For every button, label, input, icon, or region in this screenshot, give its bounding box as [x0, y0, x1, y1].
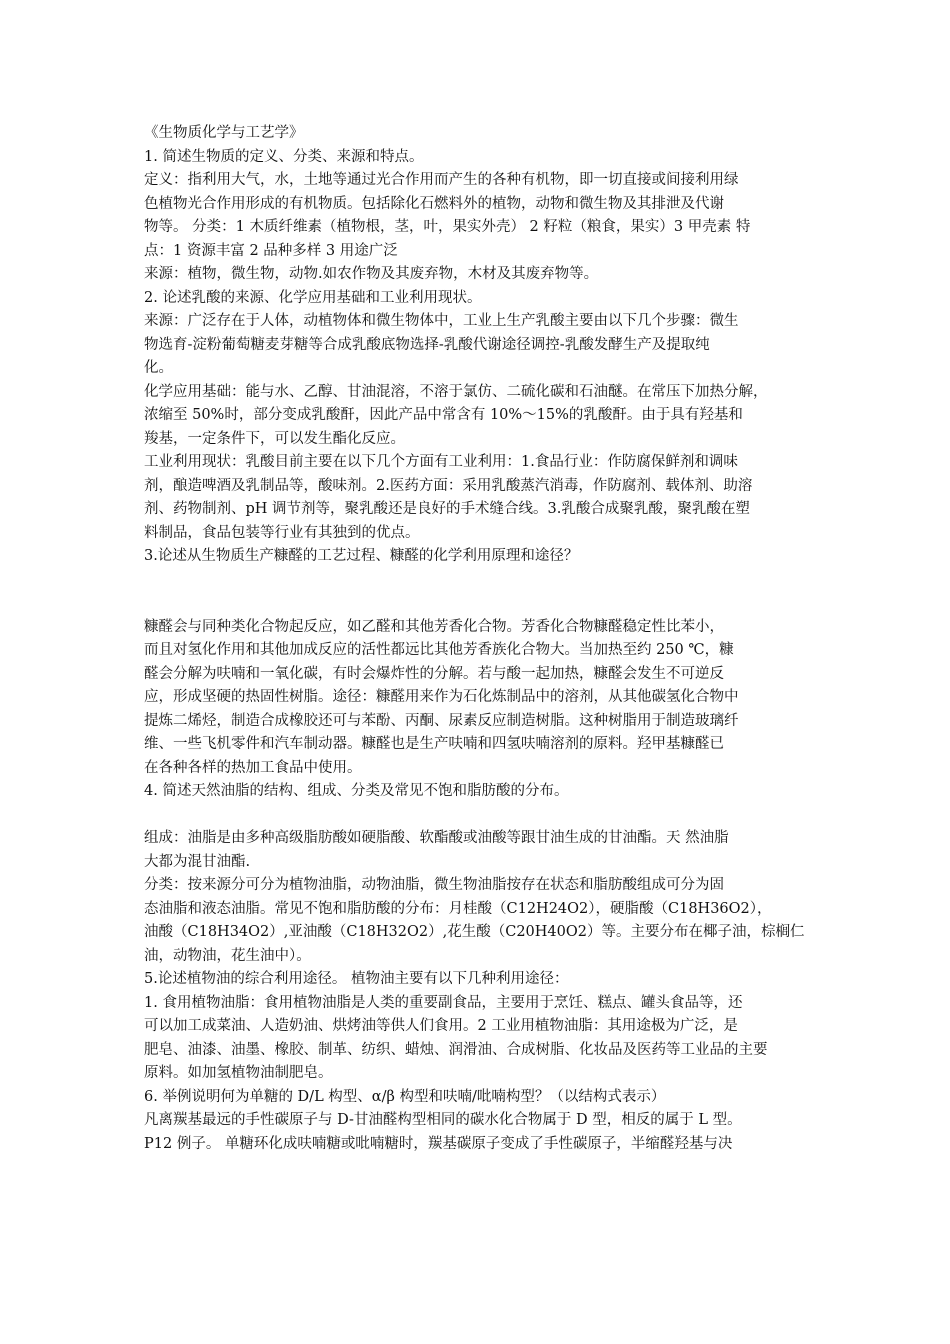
text-line: 态油脂和液态油脂。常见不饱和脂肪酸的分布：月桂酸（C12H24O2），硬脂酸（C18H36O2），: [144, 900, 772, 917]
text-line: 羧基，一定条件下，可以发生酯化反应。: [144, 430, 405, 447]
document-page: [144, 122, 816, 1156]
text-line: 而且对氢化作用和其他加成反应的活性都远比其他芳香族化合物大。当加热至约 250 ℃，糠: [144, 642, 734, 658]
text-line: 凡离羰基最远的手性碳原子与 D-甘油醛构型相同的碳水化合物属于 D 型，相反的属于 L 型。: [144, 1112, 742, 1128]
text-line: 料制品，食品包装等行业有其独到的优点。: [144, 524, 420, 541]
text-line: 分类：按来源分可分为植物油脂，动物油脂，微生物油脂按存在状态和脂肪酸组成可分为固: [144, 877, 724, 893]
text-line: 化学应用基础：能与水、乙醇、甘油混溶，不溶于氯仿、二硫化碳和石油醚。在常压下加热分解，: [144, 383, 768, 400]
text-line: 1. 简述生物质的定义、分类、来源和特点。: [144, 148, 424, 165]
text-line: 在各种各样的热加工食品中使用。: [144, 759, 362, 776]
blank-spacer: [144, 804, 816, 828]
text-line: 定义：指利用大气，水，土地等通过光合作用而产生的各种有机物，即一切直接或间接利用绿: [144, 172, 739, 188]
text-line: P12 例子。 单糖环化成呋喃糖或吡喃糖时，羰基碳原子变成了手性碳原子，半缩醛羟基与决: [144, 1135, 733, 1152]
text-line: 醛会分解为呋喃和一氧化碳，有时会爆炸性的分解。若与酸一起加热，糠醛会发生不可逆反: [144, 665, 724, 682]
text-line: 油，动物油，花生油中）。: [144, 947, 311, 964]
section-b: [144, 616, 816, 804]
text-line: 大都为混甘油酯.: [144, 853, 251, 870]
text-line: 2. 论述乳酸的来源、化学应用基础和工业利用现状。: [144, 289, 482, 306]
text-line: 3.论述从生物质生产糠醛的工艺过程、糠醛的化学利用原理和途径？: [144, 548, 579, 564]
text-line: 6. 举例说明何为单糖的 D/L 构型、α/β 构型和呋喃/吡喃构型？（以结构式表示）: [144, 1088, 666, 1105]
text-line: 5.论述植物油的综合利用途径。 植物油主要有以下几种利用途径：: [144, 971, 569, 987]
text-line: 来源：广泛存在于人体，动植物体和微生物体中，工业上生产乳酸主要由以下几个步骤：微生: [144, 313, 739, 329]
text-line: 工业利用现状：乳酸目前主要在以下几个方面有工业利用：1.食品行业：作防腐保鲜剂和调味: [144, 454, 738, 470]
text-line: 应，形成坚硬的热固性树脂。途径：糠醛用来作为石化炼制品中的溶剂，从其他碳氢化合物中: [144, 689, 739, 705]
text-line: 可以加工成菜油、人造奶油、烘烤油等供人们食用。2 工业用植物油脂：其用途极为广泛，是: [144, 1018, 738, 1034]
text-line: 组成：油脂是由多种高级脂肪酸如硬脂酸、软酯酸或油酸等跟甘油生成的甘油酯。天 然油脂: [144, 830, 729, 846]
document-title: 《生物质化学与工艺学》: [144, 125, 304, 141]
text-line: 提炼二烯烃，制造合成橡胶还可与苯酚、丙酮、尿素反应制造树脂。这种树脂用于制造玻璃纤: [144, 712, 739, 729]
text-line: 色植物光合作用形成的有机物质。包括除化石燃料外的植物，动物和微生物及其排泄及代谢: [144, 195, 724, 212]
text-line: 剂、药物制剂、pH 调节剂等，聚乳酸还是良好的手术缝合线。3.乳酸合成聚乳酸，聚乳酸在塑: [144, 501, 750, 517]
section-a: [144, 146, 816, 569]
text-line: 物等。 分类：1 木质纤维素（植物根，茎，叶，果实外壳） 2 籽粒（粮食，果实）3 甲壳素 特: [144, 219, 751, 235]
text-line: 来源：植物，微生物，动物.如农作物及其废弃物，木材及其废弃物等。: [144, 266, 599, 282]
text-line: 糠醛会与同种类化合物起反应，如乙醛和其他芳香化合物。芳香化合物糠醛稳定性比苯小，: [144, 618, 724, 635]
text-line: 浓缩至 50%时，部分变成乳酸酐，因此产品中常含有 10%～15%的乳酸酐。由于具有羟基和: [144, 407, 743, 423]
text-line: 4. 简述天然油脂的结构、组成、分类及常见不饱和脂肪酸的分布。: [144, 783, 569, 799]
text-line: 维、一些飞机零件和汽车制动器。糠醛也是生产呋喃和四氢呋喃溶剂的原料。羟甲基糠醛已: [144, 736, 724, 752]
text-line: 点：1 资源丰富 2 品种多样 3 用途广泛: [144, 242, 398, 259]
text-line: 化。: [144, 360, 173, 376]
text-line: 原料。如加氢植物油制肥皂。: [144, 1065, 333, 1081]
text-line: 1. 食用植物油脂：食用植物油脂是人类的重要副食品，主要用于烹饪、糕点、罐头食品等，还: [144, 994, 743, 1011]
text-line: 物选育-淀粉葡萄糖麦芽糖等合成乳酸底物选择-乳酸代谢途径调控-乳酸发酵生产及提取纯: [144, 336, 710, 353]
text-line: 肥皂、油漆、油墨、橡胶、制革、纺织、蜡烛、润滑油、合成树脂、化妆品及医药等工业品的主要: [144, 1041, 768, 1058]
blank-spacer: [144, 569, 816, 616]
text-line: 油酸（C18H34O2）,亚油酸（C18H32O2）,花生酸（C20H40O2）等。主要分布在椰子油，棕榈仁: [144, 924, 805, 940]
section-c: [144, 827, 816, 1156]
text-line: 剂，酿造啤酒及乳制品等，酸味剂。2.医药方面：采用乳酸蒸汽消毒，作防腐剂、载体剂、助溶: [144, 477, 753, 494]
